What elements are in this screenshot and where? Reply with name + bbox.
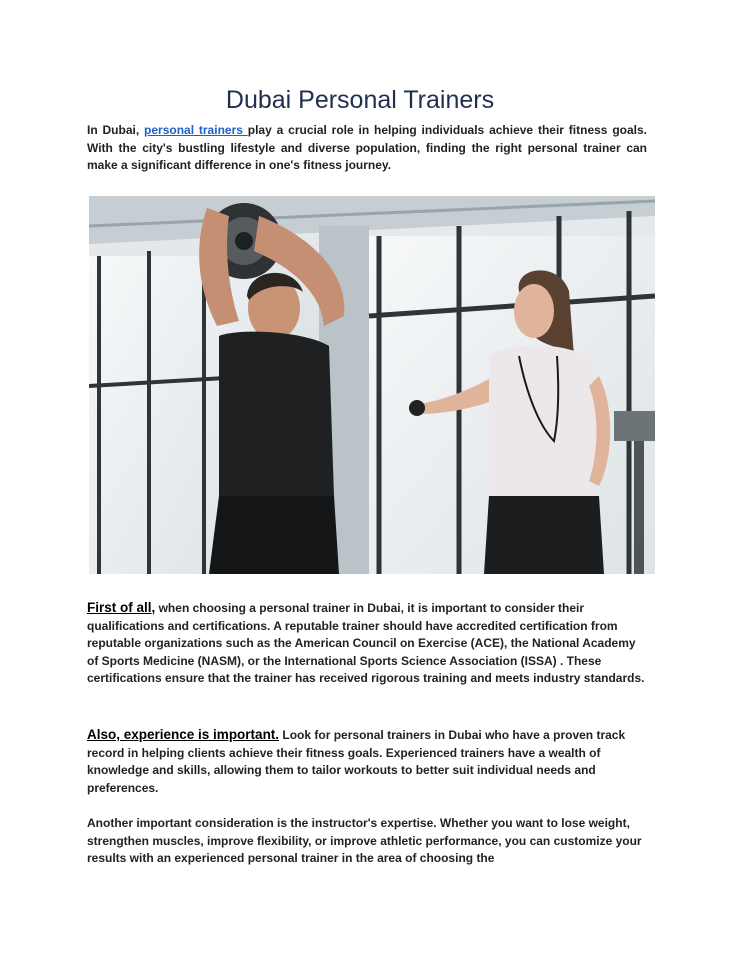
expertise-text: Another important consideration is the instructor's expertise. Whether you want to lose weight, strengthen muscles, improve flexibility, or improve athletic performance, you can customize your results with an experienced personal trainer in the area of choosing the — [87, 816, 642, 866]
experience-paragraph — [87, 726, 647, 797]
personal-trainers-link[interactable]: personal trainers — [144, 123, 248, 137]
intro-text: play a crucial role in helping individuals achieve their fitness goals. With the city's bustling lifestyle and diverse population, finding the right personal trainer can make a significant difference in one's fitness journey. — [87, 123, 647, 173]
experience-lead: Also, experience is important. — [87, 727, 280, 742]
qualifications-text: when choosing a personal trainer in Dubai, it is important to consider their qualifications and certifications. A reputable trainer should have accredited certification from reputable organizations such as the American Council on Exercise (ACE), the National Academy of Sports Medicine (NASM), or the International Sports Science Association (ISSA) . These certifications ensure that the trainer has received rigorous training and meets industry standards. — [87, 601, 645, 686]
intro-prefix: In Dubai, — [87, 123, 145, 137]
expertise-paragraph — [87, 815, 647, 868]
qualifications-paragraph — [87, 599, 647, 688]
first-of-all-lead: First of all, — [87, 600, 156, 615]
trainer-gym-photo — [89, 196, 655, 574]
page-title: Dubai Personal Trainers — [225, 86, 495, 114]
experience-text: Look for personal trainers in Dubai who have a proven track record in helping clients achieve their fitness goals. Experienced trainers have a wealth of knowledge and skills, allowing them to tailor workouts to better suit individual needs and preferences. — [87, 728, 626, 795]
intro-paragraph — [87, 122, 647, 175]
